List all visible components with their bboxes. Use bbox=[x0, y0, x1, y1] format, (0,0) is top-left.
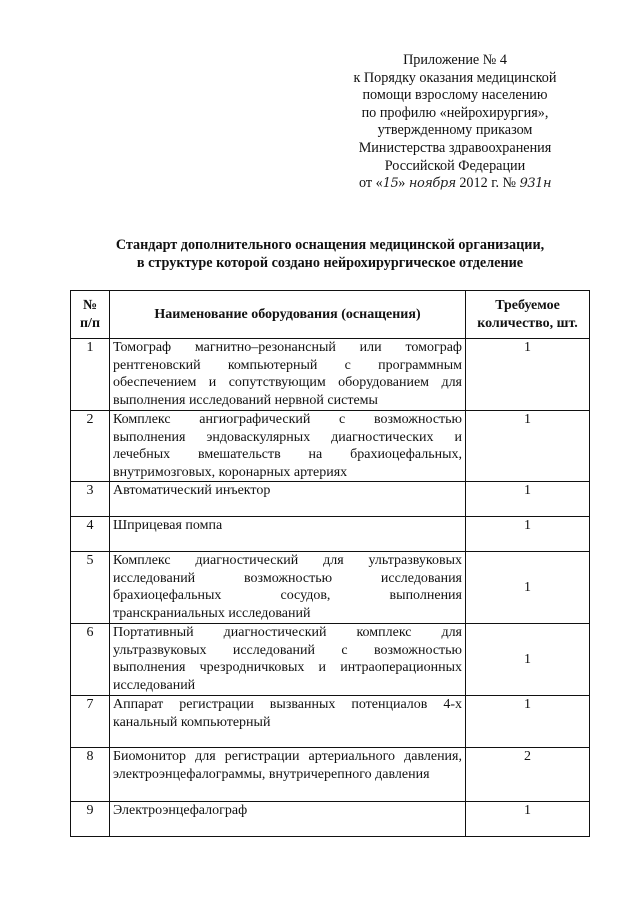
table-row bbox=[71, 339, 590, 411]
row-name: Аппарат регистрации вызванных потенциалов 4-х канальный компьютерный bbox=[110, 696, 466, 748]
appendix-line: Приложение № 4 bbox=[403, 52, 507, 68]
title-line-1: Стандарт дополнительного оснащения медицинской организации, bbox=[115, 237, 545, 253]
appendix-line: Министерства здравоохранения bbox=[358, 139, 552, 156]
row-number: 1 bbox=[71, 339, 110, 411]
equipment-table bbox=[70, 290, 590, 837]
row-number: 9 bbox=[71, 802, 110, 837]
date-prefix: от « bbox=[358, 175, 383, 192]
document-title bbox=[60, 236, 600, 272]
row-name: Электроэнцефалограф bbox=[110, 802, 466, 837]
table-header-row bbox=[71, 291, 590, 339]
handwritten-order-number: 931н bbox=[519, 176, 552, 192]
row-name: Автоматический инъектор bbox=[110, 482, 466, 517]
row-number: 4 bbox=[71, 517, 110, 552]
row-name: Шприцевая помпа bbox=[110, 517, 466, 552]
row-number: 8 bbox=[71, 748, 110, 802]
row-name: Комплекс ангиографический с возможностью выполнения эндоваскулярных диагностических и лечебных вмешательств на брахиоцефальных, внутримозговых, коронарных артериях bbox=[110, 411, 466, 482]
table-row bbox=[71, 696, 590, 748]
row-quantity: 1 bbox=[466, 802, 590, 837]
table-row bbox=[71, 411, 590, 482]
date-mid: » bbox=[398, 175, 409, 192]
row-number: 6 bbox=[71, 624, 110, 696]
appendix-line: к Порядку оказания медицинской bbox=[353, 69, 557, 86]
table-row bbox=[71, 748, 590, 802]
table-row bbox=[71, 624, 590, 696]
appendix-header bbox=[330, 52, 580, 193]
header-name: Наименование оборудования (оснащения) bbox=[110, 291, 466, 339]
row-quantity: 1 bbox=[466, 482, 590, 517]
row-quantity: 1 bbox=[466, 411, 590, 482]
row-quantity: 1 bbox=[466, 696, 590, 748]
table-row bbox=[71, 482, 590, 517]
row-quantity: 1 bbox=[466, 339, 590, 411]
handwritten-month: ноября bbox=[408, 176, 456, 192]
row-name: Комплекс диагностический для ультразвуковых исследований возможностью исследования брахиоцефальных сосудов, выполнения транскраниальных исследований bbox=[110, 552, 466, 624]
row-quantity: 1 bbox=[466, 624, 590, 696]
table-row bbox=[71, 517, 590, 552]
row-number: 3 bbox=[71, 482, 110, 517]
appendix-line: помощи взрослому населению bbox=[362, 87, 548, 104]
row-number: 2 bbox=[71, 411, 110, 482]
title-line-2: в структуре которой создано нейрохирургическое отделение bbox=[136, 255, 524, 271]
appendix-line: утвержденному приказом bbox=[377, 122, 533, 139]
row-quantity: 2 bbox=[466, 748, 590, 802]
header-quantity: Требуемое количество, шт. bbox=[466, 291, 590, 339]
row-quantity: 1 bbox=[466, 552, 590, 624]
table-row bbox=[71, 802, 590, 837]
header-number: № п/п bbox=[71, 291, 110, 339]
row-number: 7 bbox=[71, 696, 110, 748]
appendix-line: Российской Федерации bbox=[384, 157, 526, 174]
row-name: Портативный диагностический комплекс для ультразвуковых исследований с возможностью выполнения чрезродничковых и интраоперационных исследований bbox=[110, 624, 466, 696]
row-number: 5 bbox=[71, 552, 110, 624]
handwritten-day: 15 bbox=[382, 176, 399, 192]
row-name: Томограф магнитно–резонансный или томограф рентгеновский компьютерный с программным обеспечением и сопутствующим оборудованием для выполнения исследований нервной системы bbox=[110, 339, 466, 411]
table-row bbox=[71, 552, 590, 624]
row-quantity: 1 bbox=[466, 517, 590, 552]
row-name: Биомонитор для регистрации артериального давления, электроэнцефалограммы, внутричерепного давления bbox=[110, 748, 466, 802]
order-date-line bbox=[330, 175, 580, 193]
date-year: 2012 г. № bbox=[455, 175, 520, 192]
appendix-line: по профилю «нейрохирургия», bbox=[361, 104, 549, 121]
